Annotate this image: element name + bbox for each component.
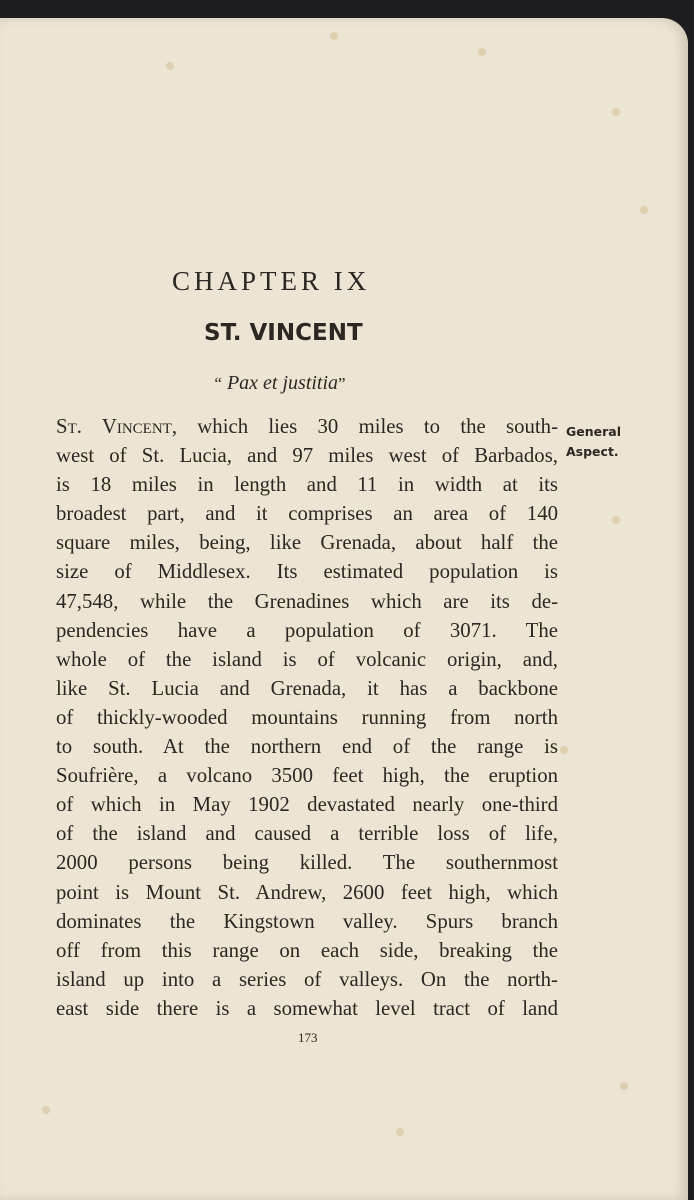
chapter-heading: CHAPTER IX	[172, 266, 371, 296]
motto-open-quote: “	[214, 374, 222, 393]
text-line: off from this range on each side, breaking the	[56, 938, 558, 962]
place-name: St. Vincent	[56, 415, 172, 438]
text-line: is 18 miles in length and 11 in width at its	[56, 473, 558, 497]
text-line: point is Mount St. Andrew, 2600 feet high, which	[56, 880, 558, 904]
chapter-title: ST. VINCENT	[204, 320, 363, 346]
text-line: broadest part, and it comprises an area of 140	[56, 502, 558, 526]
text-line: dominates the Kingstown valley. Spurs branch	[56, 909, 558, 933]
text-line: of thickly-wooded mountains running from north	[56, 705, 558, 729]
text-line	[56, 412, 558, 441]
text-line: size of Middlesex. Its estimated population is	[56, 560, 558, 584]
motto-text: Pax et justitia	[226, 372, 339, 394]
margin-note-line: Aspect.	[566, 444, 619, 459]
margin-note	[566, 422, 621, 462]
motto-close-quote: ”	[338, 374, 346, 393]
margin-note-line: General	[566, 424, 621, 439]
text-line: pendencies have a population of 3071. The	[56, 618, 558, 642]
text-line: like St. Lucia and Grenada, it has a backbone	[56, 676, 558, 700]
motto	[0, 372, 560, 395]
text-line: 47,548, while the Grenadines which are its de-	[56, 589, 558, 613]
first-line-rest: , which lies 30 miles to the south-	[171, 415, 558, 438]
text-line: Soufrière, a volcano 3500 feet high, the eruption	[56, 764, 558, 788]
page-number: 173	[298, 1030, 318, 1045]
text-line: whole of the island is of volcanic origin, and,	[56, 647, 558, 671]
text-line: of the island and caused a terrible loss of life,	[56, 822, 558, 846]
text-line: to south. At the northern end of the range is	[56, 735, 558, 759]
text-line: square miles, being, like Grenada, about half the	[56, 531, 558, 555]
text-line: of which in May 1902 devastated nearly one-third	[56, 793, 558, 817]
text-line: island up into a series of valleys. On the north-	[56, 967, 558, 991]
body-text	[56, 412, 558, 1023]
text-line: 2000 persons being killed. The southernmost	[56, 851, 558, 875]
text-line: west of St. Lucia, and 97 miles west of Barbados,	[56, 444, 558, 468]
text-line: east side there is a somewhat level tract of land	[56, 996, 558, 1020]
